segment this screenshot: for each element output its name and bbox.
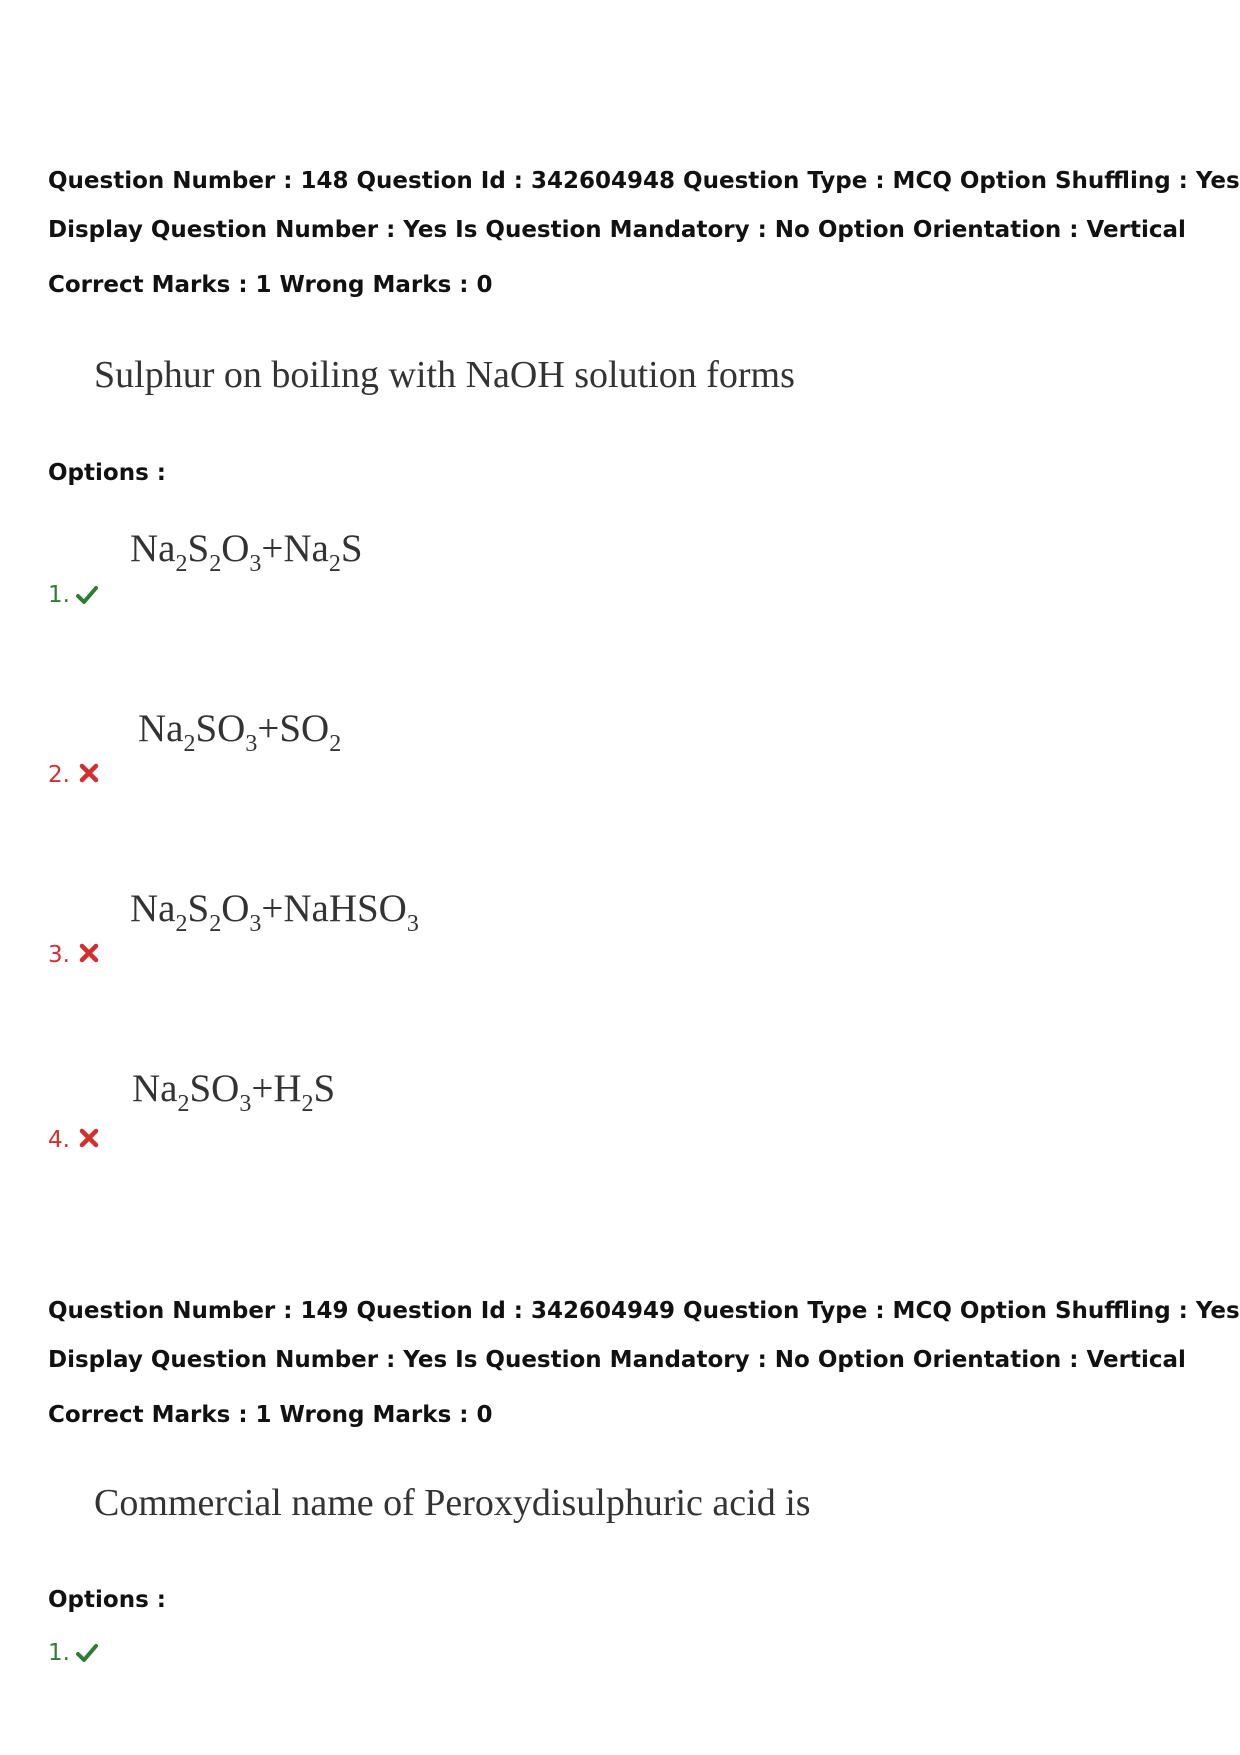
question-meta-line: Display Question Number : Yes Is Question Mandatory : No Option Orientation : Vertical	[48, 217, 1186, 243]
option-number: 1.	[48, 582, 70, 608]
option-4	[0, 1060, 1240, 1210]
option-2	[0, 700, 1240, 850]
cross-icon	[78, 762, 100, 784]
option-formula: $Na_2SO_3+H_2S$	[132, 1067, 336, 1117]
option-number: 4.	[48, 1127, 70, 1153]
option-1	[0, 1580, 1240, 1730]
option-number: 2.	[48, 762, 70, 788]
cross-icon	[78, 942, 100, 964]
question-marks-line: Correct Marks : 1 Wrong Marks : 0	[48, 1402, 493, 1428]
check-icon	[76, 1642, 98, 1664]
options-label: Options :	[48, 1587, 166, 1613]
question-meta-line: Question Number : 149 Question Id : 342604949 Question Type : MCQ Option Shuffling : Yes	[48, 1298, 1240, 1324]
option-number: 1.	[48, 1640, 70, 1666]
option-1	[0, 520, 1240, 670]
question-stem: Sulphur on boiling with NaOH solution forms	[94, 354, 795, 396]
option-formula: $Na_2SO_3+SO_2$	[138, 707, 342, 757]
options-label: Options :	[48, 460, 166, 486]
question-marks-line: Correct Marks : 1 Wrong Marks : 0	[48, 272, 493, 298]
question-meta-line: Display Question Number : Yes Is Question Mandatory : No Option Orientation : Vertical	[48, 1347, 1186, 1373]
check-icon	[76, 584, 98, 606]
option-formula: $Na_2S_2O_3+NaHSO_3$	[130, 887, 419, 937]
option-number: 3.	[48, 942, 70, 968]
question-stem: Commercial name of Peroxydisulphuric acid is	[94, 1482, 811, 1524]
option-3	[0, 880, 1240, 1030]
option-formula: $Na_2S_2O_3+Na_2S$	[130, 527, 363, 577]
cross-icon	[78, 1127, 100, 1149]
question-meta-line: Question Number : 148 Question Id : 342604948 Question Type : MCQ Option Shuffling : Yes	[48, 168, 1240, 194]
